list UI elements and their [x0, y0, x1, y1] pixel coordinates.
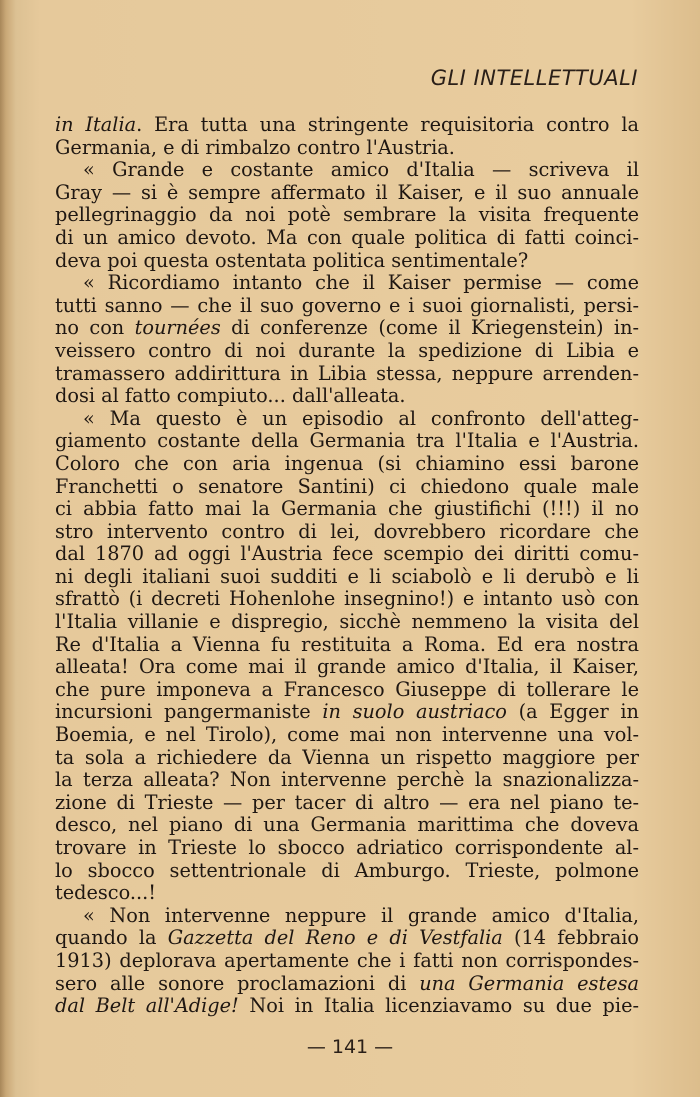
text-run: dosi al fatto compiuto... dall'alleata.: [55, 385, 406, 408]
text-line: [55, 476, 639, 499]
text-run: stro intervento contro di lei, dovrebbero ricordare che: [55, 520, 639, 543]
text-run: che pure imponeva a Francesco Giuseppe di tollerare le: [55, 678, 639, 701]
text-line: [55, 724, 639, 747]
italic-phrase: dal Belt all'Adige!: [55, 995, 239, 1018]
text-line: [55, 950, 639, 973]
text-line: [55, 498, 639, 521]
text-run: « Ricordiamo intanto che il Kaiser permise — come: [83, 272, 639, 295]
page-number: — 141 —: [306, 1036, 394, 1058]
text-line: [55, 114, 639, 137]
text-line: [55, 995, 639, 1018]
text-line: [55, 159, 639, 182]
text-run: zione di Trieste — per tacer di altro — era nel piano te-: [55, 791, 639, 814]
text-line: [55, 882, 639, 905]
text-line: [55, 588, 639, 611]
text-run: tramassero addirittura in Libia stessa, neppure arrenden-: [55, 362, 639, 385]
text-run: dal 1870 ad oggi l'Austria fece scempio dei diritti comu-: [55, 543, 639, 566]
text-run: Noi in Italia licenziavamo su due pie-: [238, 995, 639, 1018]
text-run: Coloro che con aria ingenua (si chiamino essi barone: [55, 452, 639, 475]
text-line: [55, 927, 639, 950]
text-line: [55, 656, 639, 679]
text-line: [55, 634, 639, 657]
text-line: [55, 837, 639, 860]
text-line: [55, 566, 639, 589]
text-run: di un amico devoto. Ma con quale politica di fatti coinci-: [55, 226, 639, 249]
text-run: 1913) deplorava apertamente che i fatti non corrispondes-: [55, 949, 639, 972]
text-run: ci abbia fatto mai la Germania che giustifichi (!!!) il no: [55, 498, 639, 521]
text-run: Franchetti o senatore Santini) ci chiedono quale male: [55, 475, 639, 498]
text-line: [55, 250, 639, 273]
text-run: . Era tutta una stringente requisitoria contro la: [136, 114, 639, 136]
text-run: (14 febbraio: [502, 927, 639, 950]
text-run: deva poi questa ostentata politica sentimentale?: [55, 249, 529, 272]
text-run: ta sola a richiedere da Vienna un rispetto maggiore per: [55, 746, 639, 769]
text-line: [55, 792, 639, 815]
text-line: [55, 408, 639, 431]
text-line: [55, 860, 639, 883]
italic-phrase: in suolo austriaco: [322, 701, 507, 724]
text-run: Boemia, e nel Tirolo), come mai non intervenne una vol-: [55, 724, 639, 747]
text-line: [55, 679, 639, 702]
text-run: « Ma questo è un episodio al confronto dell'atteg-: [83, 407, 639, 430]
text-line: [55, 430, 639, 453]
text-line: [55, 182, 639, 205]
text-line: [55, 272, 639, 295]
text-line: [55, 701, 639, 724]
text-run: l'Italia villanie e dispregio, sicchè nemmeno la visita del: [55, 611, 639, 634]
text-run: « Grande e costante amico d'Italia — scriveva il: [83, 159, 639, 182]
text-line: [55, 611, 639, 634]
text-run: Gray — si è sempre affermato il Kaiser, e il suo annuale: [55, 181, 639, 204]
text-line: [55, 543, 639, 566]
text-line: [55, 453, 639, 476]
text-line: [55, 905, 639, 928]
text-line: [55, 747, 639, 770]
text-run: sfrattò (i decreti Hohenlohe insegnino!) e intanto usò con: [55, 588, 639, 611]
text-run: di conferenze (come il Kriegenstein) in-: [220, 317, 639, 340]
text-run: alleata! Ora come mai il grande amico d'Italia, il Kaiser,: [55, 656, 639, 679]
text-run: tedesco...!: [55, 882, 157, 905]
text-run: ni degli italiani suoi sudditi e li sciabolò e li derubò e li: [55, 565, 639, 588]
running-header: GLI INTELLETTUALI: [430, 66, 638, 90]
text-run: lo sbocco settentrionale di Amburgo. Trieste, polmone: [55, 859, 639, 882]
text-run: incursioni pangermaniste: [55, 701, 323, 724]
italic-phrase: in Italia: [55, 114, 137, 136]
text-line: [55, 973, 639, 996]
text-run: Germania, e di rimbalzo contro l'Austria.: [55, 136, 455, 159]
text-run: desco, nel piano di una Germania marittima che doveva: [55, 814, 639, 837]
text-line: [55, 363, 639, 386]
text-run: Re d'Italia a Vienna fu restituita a Roma. Ed era nostra: [55, 633, 639, 656]
text-run: veissero contro di noi durante la spedizione di Libia e: [55, 339, 639, 362]
text-run: la terza alleata? Non intervenne perchè la snazionalizza-: [55, 769, 639, 792]
text-run: quando la: [55, 927, 168, 950]
italic-phrase: Gazzetta del Reno e di Vestfalia: [167, 927, 503, 950]
text-run: sero alle sonore proclamazioni di: [55, 972, 420, 995]
text-line: [55, 204, 639, 227]
text-line: [55, 521, 639, 544]
text-line: [55, 814, 639, 837]
text-run: tutti sanno — che il suo governo e i suoi giornalisti, persi-: [55, 294, 639, 317]
body-text: [55, 114, 639, 1018]
italic-phrase: tournées: [134, 317, 221, 340]
text-line: [55, 295, 639, 318]
text-line: [55, 137, 639, 160]
text-run: giamento costante della Germania tra l'Italia e l'Austria.: [55, 430, 639, 453]
text-run: no con: [55, 317, 135, 340]
text-line: [55, 340, 639, 363]
text-line: [55, 769, 639, 792]
text-run: « Non intervenne neppure il grande amico d'Italia,: [83, 904, 639, 927]
text-line: [55, 317, 639, 340]
text-run: (a Egger in: [506, 701, 639, 724]
text-line: [55, 227, 639, 250]
text-run: trovare in Trieste lo sbocco adriatico corrispondente al-: [55, 837, 639, 859]
text-run: pellegrinaggio da noi potè sembrare la visita frequente: [55, 204, 639, 227]
text-line: [55, 385, 639, 408]
italic-phrase: una Germania estesa: [419, 972, 639, 995]
